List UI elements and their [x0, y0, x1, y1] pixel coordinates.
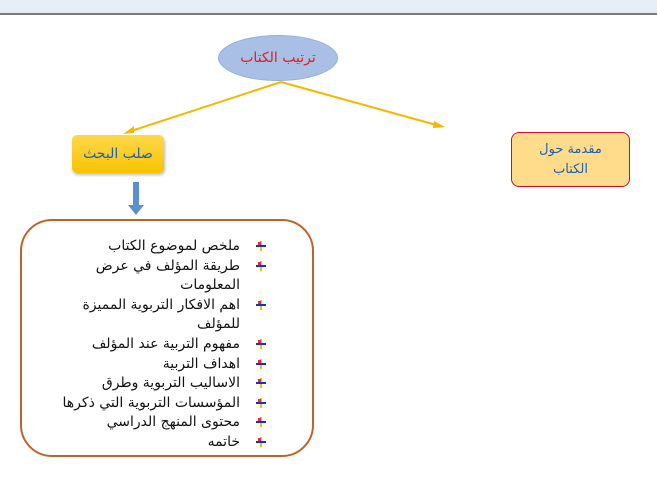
- main-body-label: صلب البحث: [83, 146, 153, 162]
- bullet-icon: [256, 417, 266, 427]
- list-item: [36, 296, 266, 335]
- list-item-text: مفهوم التربية عند المؤلف: [91, 335, 240, 352]
- contents-list: [36, 237, 266, 453]
- bullet-icon: [256, 378, 266, 388]
- list-item-text: اهداف التربية: [162, 355, 240, 372]
- list-item: [36, 355, 266, 375]
- connector-left: [128, 82, 281, 132]
- bullet-icon: [256, 300, 266, 310]
- list-item-text: الاساليب التربوية وطرق: [101, 375, 240, 392]
- list-item: [36, 257, 266, 296]
- down-arrow-shaft: [133, 182, 139, 206]
- list-item: [36, 394, 266, 414]
- intro-node: [511, 132, 630, 187]
- list-item-text: خاتمه: [207, 433, 240, 450]
- list-item: [36, 237, 266, 257]
- bullet-icon: [256, 241, 266, 251]
- list-item-text: اهم الافكار التربوية المميزة للمؤلف: [82, 296, 240, 333]
- list-item-text: طريقة المؤلف في عرض المعلومات: [95, 257, 240, 294]
- root-label: ترتيب الكتاب: [240, 50, 316, 66]
- main-body-node: [72, 135, 164, 173]
- list-item: [36, 413, 266, 433]
- contents-box: [20, 219, 314, 457]
- arrowhead-left: [123, 126, 134, 134]
- list-item-text: المؤسسات التربوية التي ذكرها: [62, 394, 240, 411]
- bullet-icon: [256, 261, 266, 271]
- arrowhead-right: [433, 121, 445, 128]
- list-item-text: محتوى المنهج الدراسي: [106, 414, 240, 431]
- list-item: [36, 433, 266, 453]
- intro-label: مقدمة حول الكتاب: [539, 141, 602, 177]
- bullet-icon: [256, 339, 266, 349]
- bullet-icon: [256, 398, 266, 408]
- list-item: [36, 335, 266, 355]
- connector-right: [281, 82, 440, 126]
- bullet-icon: [256, 437, 266, 447]
- down-arrow-icon: [128, 205, 144, 215]
- root-node: [218, 35, 338, 81]
- list-item-text: ملخص لموضوع الكتاب: [108, 238, 240, 254]
- list-item: [36, 374, 266, 394]
- bullet-icon: [256, 359, 266, 369]
